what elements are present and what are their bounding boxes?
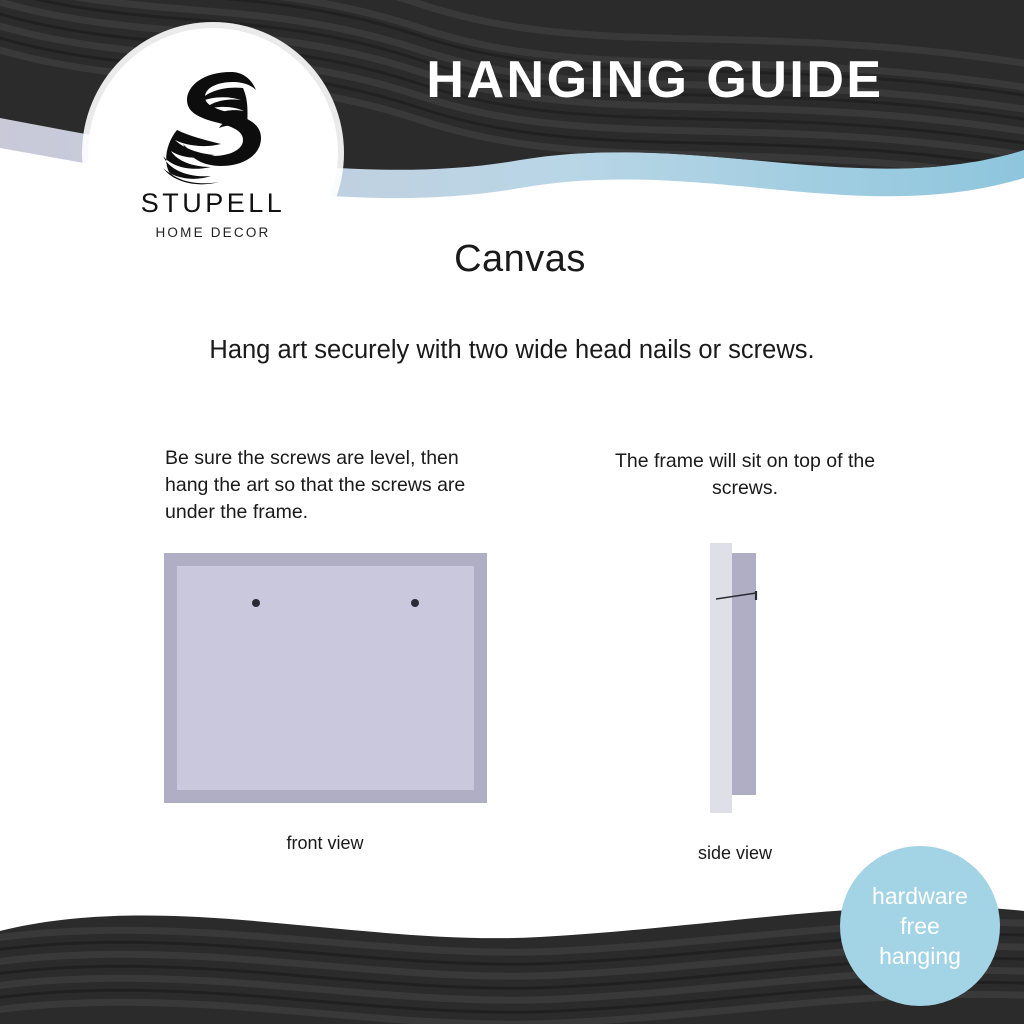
brand-name: STUPELL	[140, 188, 286, 218]
badge-line-2: free	[900, 913, 940, 939]
side-view-label: side view	[697, 843, 773, 863]
page-title: HANGING GUIDE	[426, 51, 884, 109]
lead-instruction: Hang art securely with two wide head nails or screws.	[209, 336, 815, 364]
badge-line-3: hanging	[879, 943, 961, 969]
badge-line-1: hardware	[872, 883, 968, 909]
nail-icon	[716, 588, 762, 598]
screw-dot-right-icon	[411, 599, 419, 607]
brand-logo-badge	[88, 28, 338, 278]
hardware-free-badge	[840, 846, 1000, 1006]
front-view-note: Be sure the screws are level, then hang the art so that the screws are under the frame.	[165, 447, 466, 523]
side-view-diagram	[700, 543, 790, 813]
side-view-note: The frame will sit on top of the screws.	[614, 450, 876, 499]
stupell-swirl-logo-icon	[143, 66, 283, 186]
front-view-canvas-area	[177, 566, 474, 790]
front-view-diagram	[164, 553, 487, 803]
screw-dot-left-icon	[252, 599, 260, 607]
brand-tagline: HOME DECOR	[155, 225, 271, 240]
product-type-label: Canvas	[454, 238, 586, 280]
wall-strip	[710, 543, 732, 813]
front-view-label: front view	[286, 833, 364, 853]
